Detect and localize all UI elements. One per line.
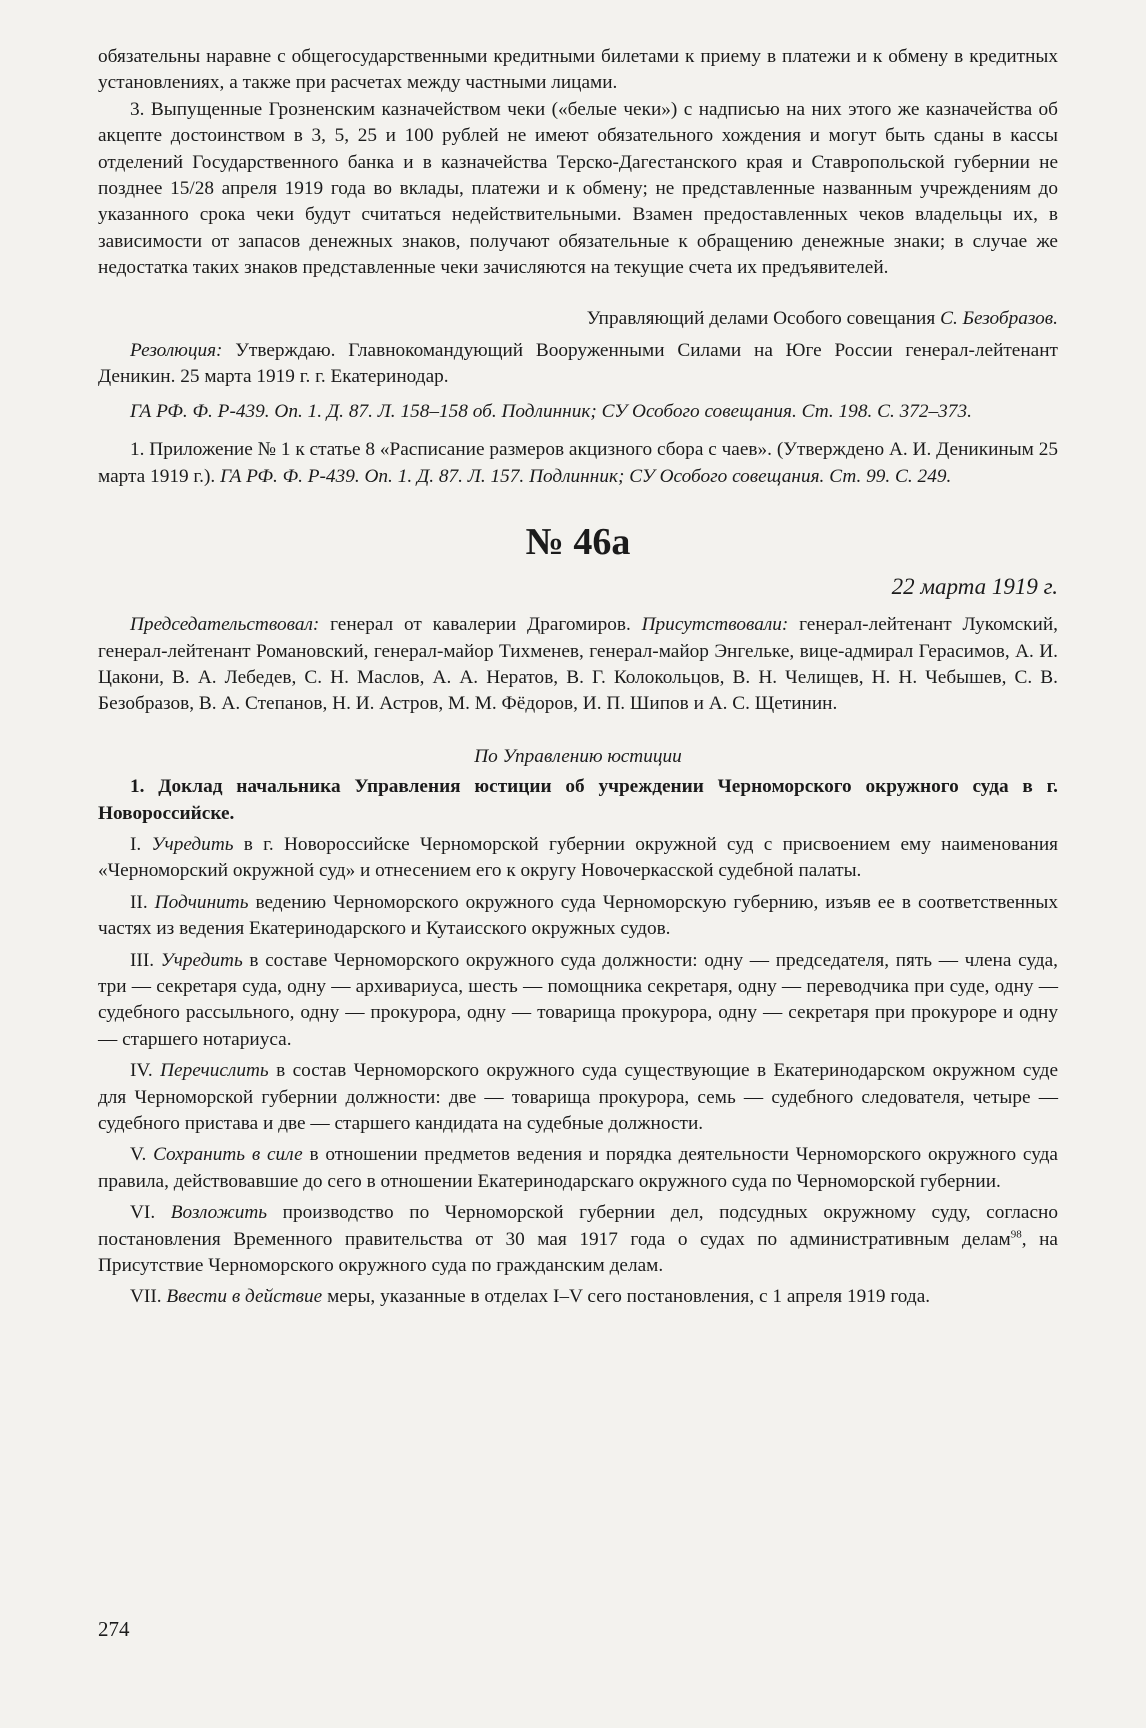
item-num: II.: [130, 891, 155, 913]
item-text: в г. Новороссийске Черноморской губернии окружной суд с присвоением ему наименования «Черноморский окружной суд» и отнесением его к округу Новочеркасской судебной палаты.: [98, 833, 1059, 882]
signature-line: [98, 306, 1058, 332]
item-verb: Ввести в действие: [166, 1286, 323, 1308]
presidium: [98, 612, 1058, 718]
item-6: [98, 1200, 1058, 1279]
signature-name: С. Безобразов.: [940, 307, 1058, 329]
document-number: № 46а: [525, 521, 631, 564]
paragraph-item-3: 3. Выпущенные Грозненским казначейством чеки («белые чеки») с надписью на них этого же казначейства об акцепте достоинством в 3, 5, 25 и 100 рублей не имеют обязательного хождения и могут быть сданы в кассы отделений Государственного банка и в казначейства Терско-Дагестанского края и Ставропольской губернии не позднее 15/28 апреля 1919 года во вклады, платежи и к обмену; не представленные названным учреждениям до указанного срока чеки будут считаться недействительными. Взамен предоставленных чеков владельцы их, в зависимости от запасов денежных знаков, получают обязательные к обращению денежные знаки; в случае же недостатка таких знаков представленные чеки зачисляются на текущие счета их предъявителей.: [98, 98, 1058, 279]
signature-text: Управляющий делами Особого совещания: [586, 307, 941, 329]
chair-text: генерал от кавалерии Драгомиров.: [319, 614, 642, 636]
item-text: производство по Черноморской губернии дел, подсудных окружному суду, согласно постановления Временного правительства от 30 мая 1917 года о судах по административным делам: [98, 1202, 1058, 1250]
item-text: в отношении предметов ведения и порядка деятельности Черноморского окружного суда правила, действовавшие до сего в отношении Екатеринодарскаго окружного суда по Черноморской губернии.: [98, 1144, 1058, 1192]
item-4: [98, 1058, 1058, 1137]
item-text: ведению Черноморского окружного суда Черноморскую губернию, изъяв ее в соответственных частях из ведения Екатеринодарского и Кутаисского окружных судов.: [98, 891, 1059, 940]
item-verb: Учредить: [160, 949, 243, 971]
chair-label: Председательствовал:: [130, 614, 320, 636]
document-date: 22 марта 1919 г.: [891, 574, 1058, 600]
item-num: V.: [130, 1144, 154, 1166]
item-num: VI.: [130, 1202, 171, 1224]
item-verb: Возложить: [170, 1202, 268, 1224]
item-num: III.: [130, 949, 161, 971]
resolution-label: Резолюция:: [130, 340, 223, 362]
footnote-marker[interactable]: 98: [1010, 1228, 1022, 1241]
resolution: [98, 338, 1058, 391]
item-verb: Учредить: [151, 833, 234, 855]
item-5: [98, 1142, 1058, 1195]
resolution-text: Утверждаю. Главнокомандующий Вооруженными Силами на Юге России генерал-лейтенант Деникин. 25 марта 1919 г. г. Екатеринодар.: [98, 340, 1058, 388]
section-title: По Управлению юстиции: [474, 745, 682, 767]
item-verb: Перечислить: [160, 1060, 269, 1082]
item-verb: Подчинить: [154, 891, 249, 913]
item-text: меры, указанные в отделах I–V сего постановления, с 1 апреля 1919 года.: [322, 1286, 931, 1308]
item-1: [98, 832, 1058, 885]
item-num: IV.: [130, 1060, 161, 1082]
appendix-text: 1. Приложение № 1 к статье 8 «Расписание размеров акцизного сбора с чаев». (Утверждено А. И. Деникиным 25 марта 1919 г.).: [98, 439, 1058, 487]
present-label: Присутствовали:: [641, 614, 789, 636]
page-number: 274: [98, 1617, 130, 1641]
item-3: [98, 948, 1058, 1054]
item-text: в состав Черноморского окружного суда существующие в Екатеринодарском окружном суде для Черноморской губернии должности: две — товарища прокурора, семь — судебного следователя, четыре — судебного пристава и две — старшего кандидата на судебные должности.: [98, 1060, 1059, 1134]
item-7: [98, 1284, 1058, 1310]
appendix-reference: ГА РФ. Ф. Р-439. Оп. 1. Д. 87. Л. 157. Подлинник; СУ Особого совещания. Ст. 99. С. 249.: [220, 465, 952, 487]
item-num: I.: [130, 833, 152, 855]
item-text: в составе Черноморского окружного суда должности: одну — председателя, пять — члена суда, три — секретаря суда, одну — архивариуса, шесть — помощника секретаря, одну — переводчика при суде, одну — судебного рассыльного, одну — прокурора, одну — товарища прокурора, одну — секретаря при прокуроре и одну — старшего нотариуса.: [98, 949, 1058, 1050]
item-verb: Сохранить в силе: [153, 1144, 303, 1166]
report-title: 1. Доклад начальника Управления юстиции об учреждении Черноморского окружного суда в г. Новороссийске.: [98, 776, 1058, 824]
item-num: VII.: [130, 1286, 167, 1308]
present-text: генерал-лейтенант Лукомский, генерал-лейтенант Романовский, генерал-майор Тихменев, генерал-майор Энгельке, вице-адмирал Герасимов, А. И. Цакони, В. А. Лебедев, С. Н. Маслов, А. А. Нератов, В. Г. Колокольцов, В. Н. Челищев, Н. Н. Чебышев, С. В. Безобразов, В. А. Степанов, Н. И. Астров, М. М. Фёдоров, И. П. Шипов и А. С. Щетинин.: [98, 614, 1058, 715]
appendix-note: [98, 437, 1058, 490]
paragraph-continuation: обязательны наравне с общегосударственными кредитными билетами к приему в платежи и к обмену в кредитных установлениях, а также при расчетах между частными лицами.: [98, 46, 1058, 94]
item-text-end: , на Присутствие Черноморского окружного суда по гражданским делам.: [98, 1228, 1058, 1277]
archive-reference: ГА РФ. Ф. Р-439. Оп. 1. Д. 87. Л. 158–158 об. Подлинник; СУ Особого совещания. Ст. 198. С. 372–373.: [130, 400, 972, 422]
item-2: [98, 890, 1058, 943]
